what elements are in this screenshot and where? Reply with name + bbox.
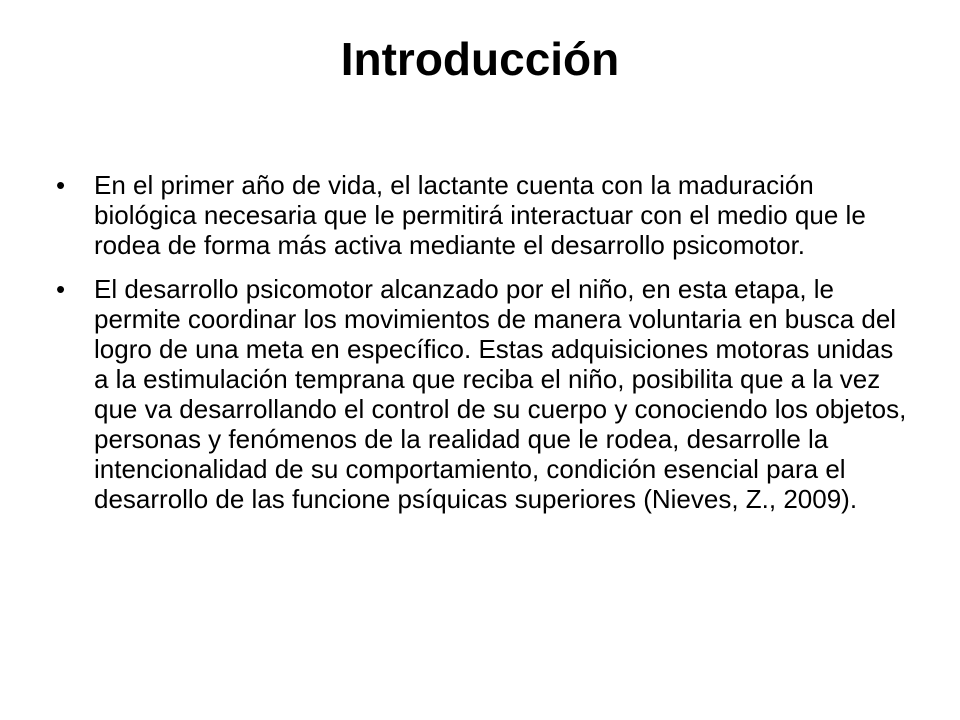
bullet-text-1: En el primer año de vida, el lactante cuenta con la maduración biológica necesaria que le permitirá interactuar con el medio que le rodea de forma más activa mediante el desarrollo psicomotor. <box>94 170 866 260</box>
bullet-text-2: El desarrollo psicomotor alcanzado por el niño, en esta etapa, le permite coordinar los movimientos de manera voluntaria en busca del logro de una meta en específico. Estas adquisiciones motoras unidas a la estimulación temprana que reciba el niño, posibilita que a la vez que va desarrollando el control de su cuerpo y conociendo los objetos, personas y fenómenos de la realidad que le rodea, desarrolle la intencionalidad de su comportamiento, condición esencial para el desarrollo de las funcione psíquicas superiores (Nieves, Z., 2009). <box>94 274 907 514</box>
bullet-item-1 <box>56 170 908 260</box>
bullet-marker: • <box>56 274 66 304</box>
bullet-marker: • <box>56 170 66 200</box>
slide-title: Introducción <box>340 33 620 85</box>
bullet-item-2 <box>56 274 908 514</box>
bullet-list <box>56 170 908 528</box>
